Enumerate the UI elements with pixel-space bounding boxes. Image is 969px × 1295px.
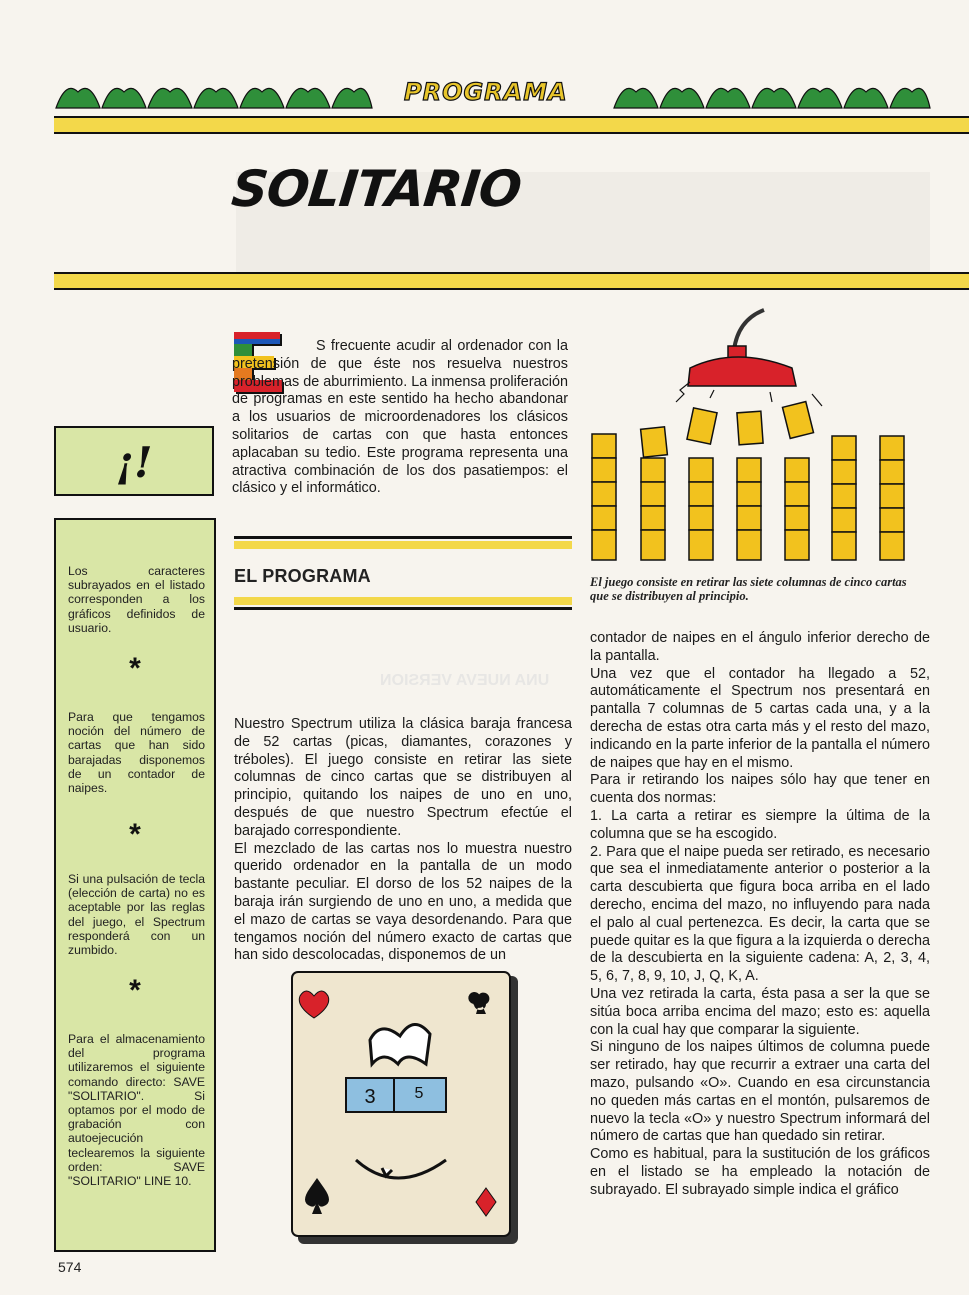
counter-right-digit: 5 — [414, 1085, 424, 1102]
sidebar-note: Si una pulsación de tecla (elección de carta) no es aceptable por las reglas del juego, el Spectrum responderá con un zumbido. — [68, 872, 205, 958]
vacuum-head — [688, 357, 796, 386]
vacuum-hose — [734, 310, 764, 350]
body-paragraph: 2. Para que el naipe pueda ser retirado, es necesario que sea el inmediatamente anterior o posterior a la carta descubierta que figura boca arriba en el lado derecho, encima del mazo, no influyendo para nada el palo al cual pertenezca. Es decir, la carta que se puede quitar es la que figura a la izquierda o derecha de la descubierta en la siguiente cadena: A, 2, 3, 4, 5, 6, 7, 8, 9, 10, J, Q, K, A. — [590, 843, 931, 985]
title-band — [54, 272, 969, 290]
body-paragraph: Como es habitual, para la sustitución de los gráficos en el listado se ha empleado la notación de subrayado. El subrayado simple indica el gráfico — [590, 1146, 930, 1198]
section-bar-top — [234, 541, 572, 549]
page-number: 574 — [58, 1259, 82, 1275]
frog-icon-group — [56, 88, 372, 108]
header-band — [54, 116, 969, 134]
counter-left-digit: 3 — [364, 1086, 376, 1108]
intro-text: S frecuente acudir al ordenador con la pretensión de que éste nos resuelva nuestros problemas de aburrimiento. La inmensa proliferación de programas en este sentido ha hecho abandonar a los usuarios de microordenadores los clásicos solitarios de cartas con que hasta entonces aplacaban su tedio. Este programa representa una atractiva combinación de los dos pasatiempos: el clásico y el informático. — [232, 338, 568, 497]
body-paragraph: Una vez retirada la carta, ésta pasa a ser la que se sitúa boca arriba encima del mazo; esto es: aquella con la cual hay que comparar la siguiente. — [590, 985, 930, 1038]
card-columns — [592, 402, 904, 560]
intro-paragraph — [232, 338, 568, 498]
sidebar-note: Los caracteres subrayados en el listado corresponden a los gráficos definidos de usuario. — [68, 564, 205, 635]
exclamation-box — [54, 426, 214, 496]
separator-asterisk: * — [129, 652, 141, 685]
page-title: SOLITARIO — [228, 160, 524, 218]
section-title: EL PROGRAMA — [234, 566, 371, 586]
body-paragraph: Nuestro Spectrum utiliza la clásica baraja francesa de 52 cartas (picas, diamantes, corazones y tréboles). El juego consiste en retirar las siete columnas de cinco cartas que se distribuyen al principio, quitando los naipes de uno en uno, después de que nuestro Spectrum efectúe el barajado correspondiente. — [234, 716, 572, 839]
sidebar-note: Para que tengamos noción del número de cartas que han sido barajadas disponemos de un contador de naipes. — [68, 710, 205, 796]
separator-asterisk: * — [129, 818, 141, 851]
body-column-left — [234, 716, 572, 965]
section-bar-bottom — [234, 597, 572, 605]
figure-caption: El juego consiste en retirar las siete columnas de cinco cartas que se distribuyen al principio. — [590, 575, 907, 603]
bleed-through-heading: UNA NUEVA VERSION — [380, 672, 550, 689]
body-paragraph: contador de naipes en el ángulo inferior derecho de la pantalla. — [590, 630, 930, 664]
body-paragraph: Una vez que el contador ha llegado a 52, automáticamente el Spectrum nos presentará en pantalla 7 columnas de 5 cartas cada una, y a la derecha de estas otra carta más y el resto del mazo, indicando en la parte inferior de la pantalla el número de naipes que hay en el mismo. — [590, 665, 930, 771]
counter-display — [346, 1078, 446, 1112]
body-paragraph: 1. La carta a retirar es siempre la última de la columna que se ha escogido. — [590, 807, 930, 842]
body-paragraph: Para ir retirando los naipes sólo hay que tener en cuenta dos normas: — [590, 772, 930, 807]
section-rule-bottom — [234, 607, 572, 610]
separator-asterisk: * — [129, 974, 141, 1007]
section-label: PROGRAMA — [404, 78, 568, 106]
frog-row-left — [54, 74, 374, 114]
card-illustration — [290, 970, 522, 1248]
sidebar-notes — [54, 518, 216, 1252]
vacuum-figure — [586, 306, 916, 574]
section-rule-top — [234, 536, 572, 539]
body-paragraph: Si ninguno de los naipes últimos de columna puede ser retirado, hay que recurrir a extraer una carta del mazo, pulsando «O». Cuando en esa circunstancia no queden más cartas en el montón, pulsaremos de nuevo la tecla «O» y nuestro Spectrum informará del número de cartas que han quedado sin retirar. — [590, 1039, 930, 1145]
body-paragraph: El mezclado de las cartas nos lo muestra nuestro querido ordenador en la pantalla de un modo bastante peculiar. El dorso de los 52 naipes de la baraja irán surgiendo de uno en uno, a medida que el mazo de cartas se vaya desordenando. Para que tengamos noción del número exacto de cartas que han sido descolocadas, disponemos de un — [234, 840, 572, 964]
frog-row-right — [612, 74, 932, 114]
body-column-right — [590, 630, 930, 1200]
exclamation-text: ¡! — [115, 438, 153, 487]
sidebar-note: Para el almacenamiento del programa utilizaremos el siguiente comando directo: SAVE "SOLITARIO". Si optamos por el modo de grabación con autoejecución teclearemos la siguiente orden: SAVE "SOLITARIO" LINE 10. — [68, 1032, 205, 1189]
